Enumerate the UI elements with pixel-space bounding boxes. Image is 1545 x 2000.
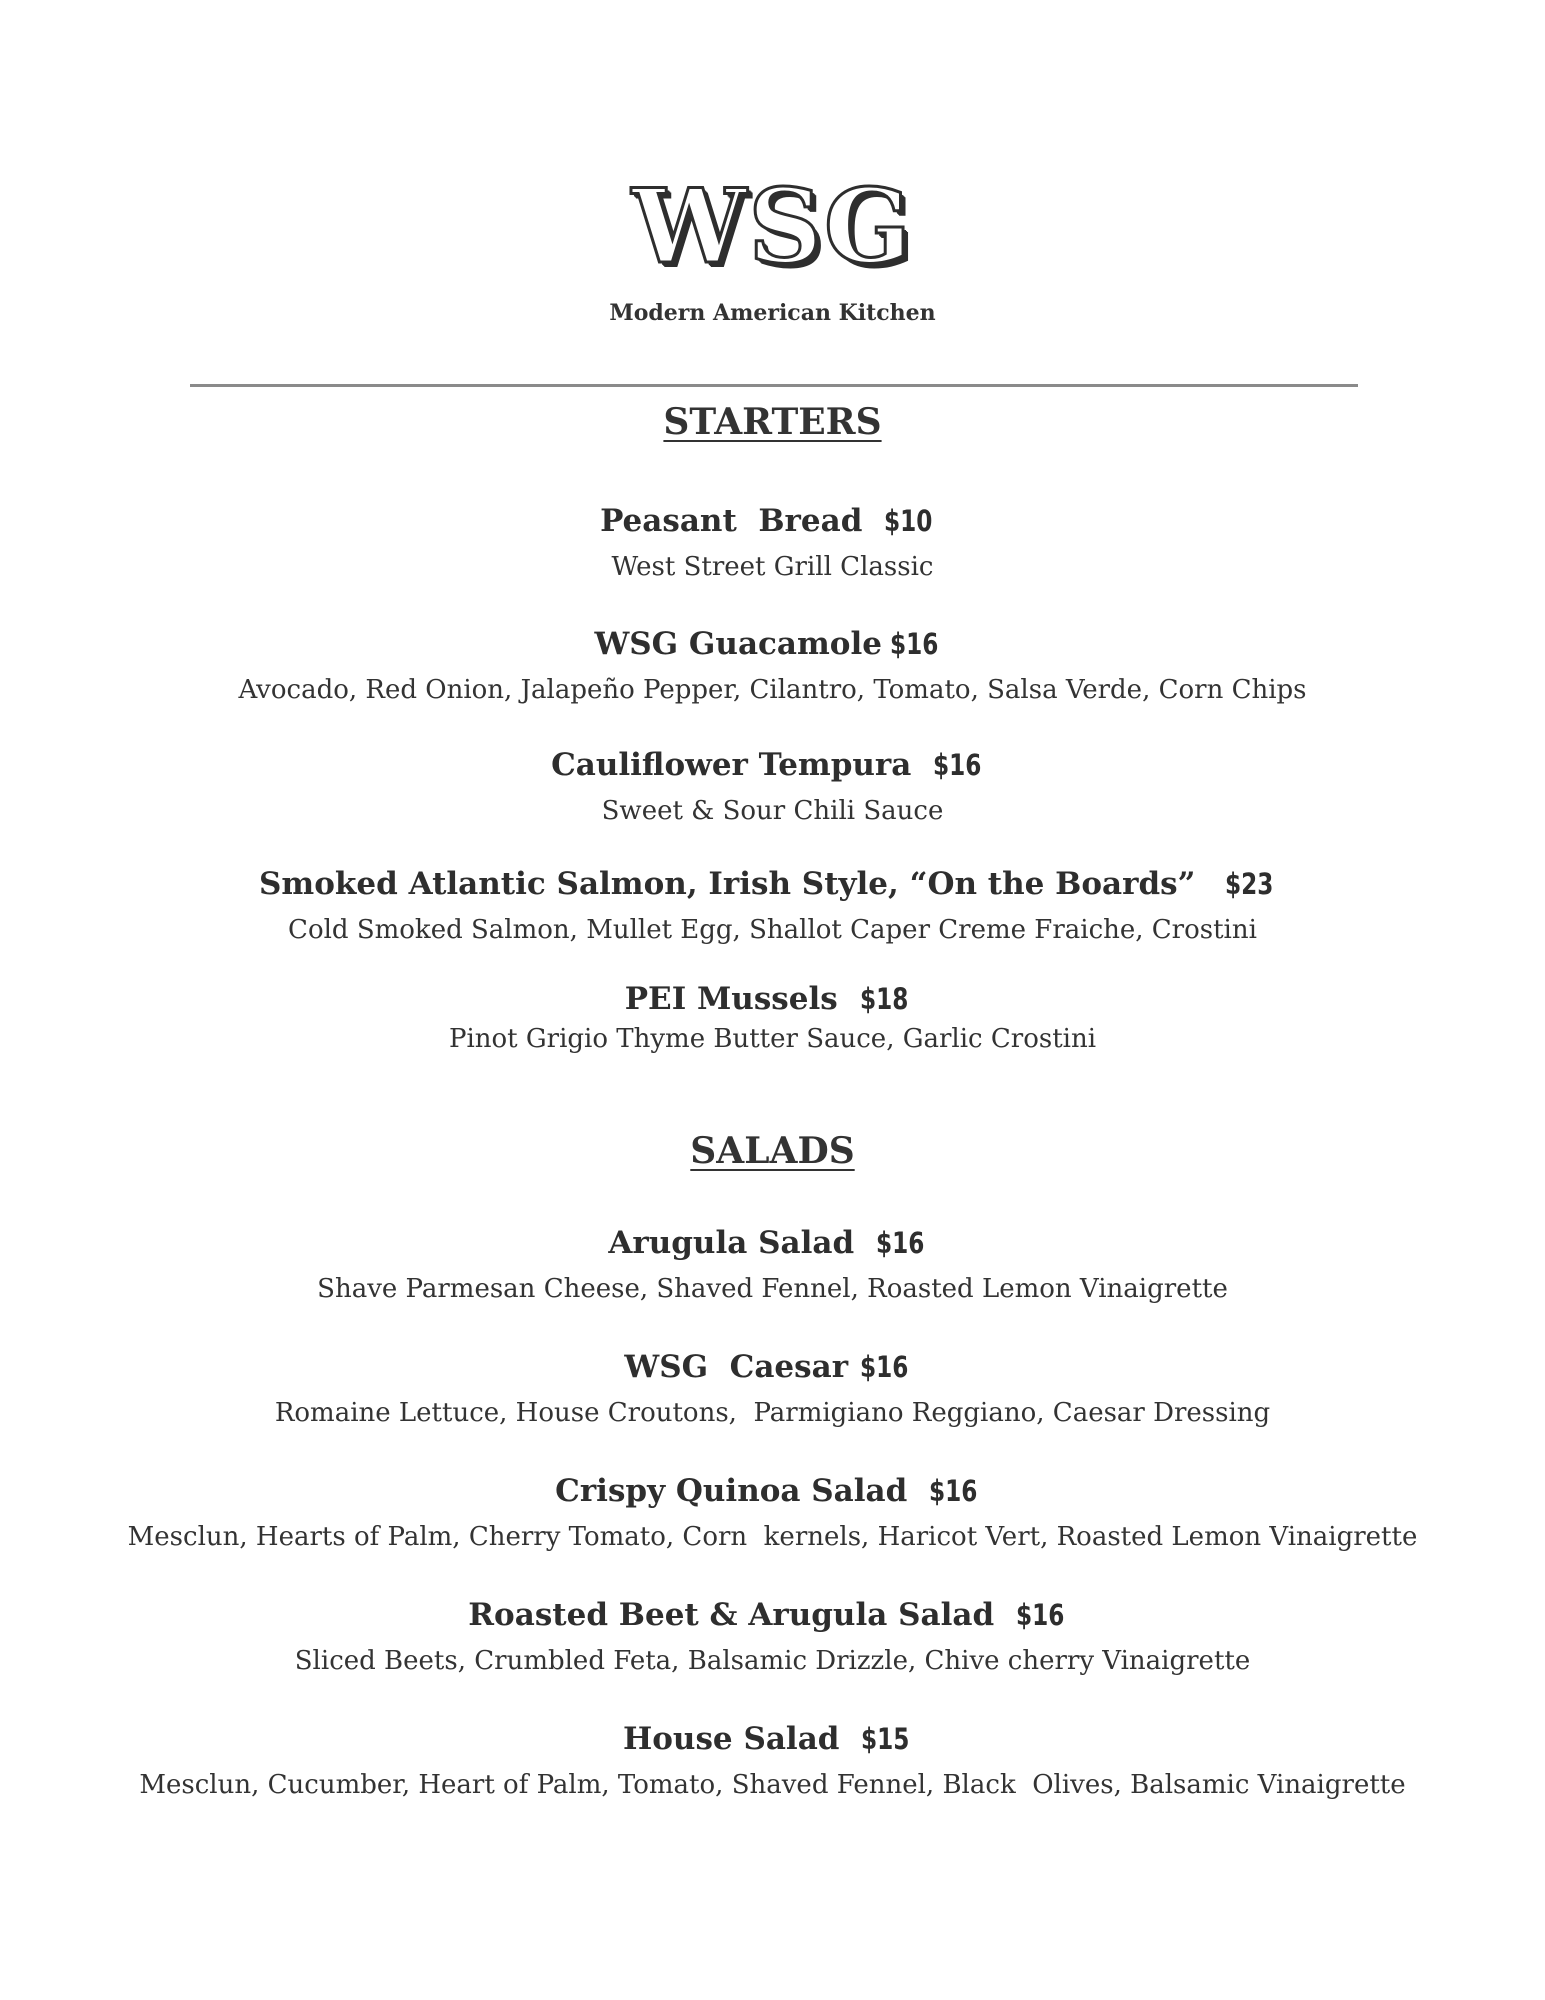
item-name: WSG Guacamole (594, 626, 882, 662)
menu-item (0, 748, 1545, 824)
item-price: $18 (859, 982, 909, 1016)
item-name: PEI Mussels (624, 981, 838, 1017)
tagline: Modern American Kitchen (609, 300, 936, 326)
logo: WSG (631, 167, 914, 287)
section-title-starters: STARTERS (663, 401, 882, 443)
section-title-salads: SALADS (690, 1130, 855, 1172)
menu-item (0, 627, 1545, 703)
menu-item (0, 1598, 1545, 1674)
item-name: House Salad (622, 1721, 840, 1757)
item-price: $16 (876, 1226, 925, 1260)
menu-item (0, 982, 1545, 1052)
item-name: Peasant Bread (600, 503, 863, 539)
item-description: Mesclun, Cucumber, Heart of Palm, Tomato, Shaved Fennel, Black Olives, Balsamic Vinaigrette (139, 1770, 1406, 1800)
item-description: Avocado, Red Onion, Jalapeño Pepper, Cilantro, Tomato, Salsa Verde, Corn Chips (238, 675, 1307, 705)
item-name: Crispy Quinoa Salad (555, 1473, 908, 1509)
item-name: Cauliflower Tempura (551, 747, 912, 783)
item-name: WSG Caesar (624, 1349, 849, 1385)
item-name: Smoked Atlantic Salmon, Irish Style, “On the Boards” (259, 866, 1196, 902)
menu-item (0, 504, 1545, 580)
item-description: Sliced Beets, Crumbled Feta, Balsamic Drizzle, Chive cherry Vinaigrette (294, 1646, 1251, 1676)
divider (190, 384, 1358, 387)
item-price: $15 (861, 1722, 910, 1756)
item-description: Romaine Lettuce, House Croutons, Parmigiano Reggiano, Caesar Dressing (274, 1398, 1271, 1428)
item-price: $16 (860, 1350, 909, 1384)
menu-item (0, 1350, 1545, 1426)
item-price: $16 (929, 1474, 978, 1508)
item-description: Sweet & Sour Chili Sauce (601, 796, 944, 826)
item-description: West Street Grill Classic (611, 552, 934, 582)
menu-item (0, 1474, 1545, 1550)
item-price: $10 (884, 504, 933, 538)
item-name: Arugula Salad (608, 1225, 855, 1261)
item-description: Pinot Grigio Thyme Butter Sauce, Garlic Crostini (448, 1024, 1097, 1054)
item-name: Roasted Beet & Arugula Salad (468, 1597, 995, 1633)
item-description: Shave Parmesan Cheese, Shaved Fennel, Roasted Lemon Vinaigrette (317, 1274, 1228, 1304)
item-description: Cold Smoked Salmon, Mullet Egg, Shallot Caper Creme Fraiche, Crostini (288, 915, 1257, 945)
item-description: Mesclun, Hearts of Palm, Cherry Tomato, Corn kernels, Haricot Vert, Roasted Lemon Vinaigrette (127, 1522, 1418, 1552)
item-price: $23 (1225, 867, 1274, 901)
menu-item (0, 1226, 1545, 1302)
item-price: $16 (889, 627, 939, 661)
item-price: $16 (933, 748, 982, 782)
menu-item (0, 867, 1545, 943)
item-price: $16 (1016, 1598, 1065, 1632)
menu-item (0, 1722, 1545, 1798)
